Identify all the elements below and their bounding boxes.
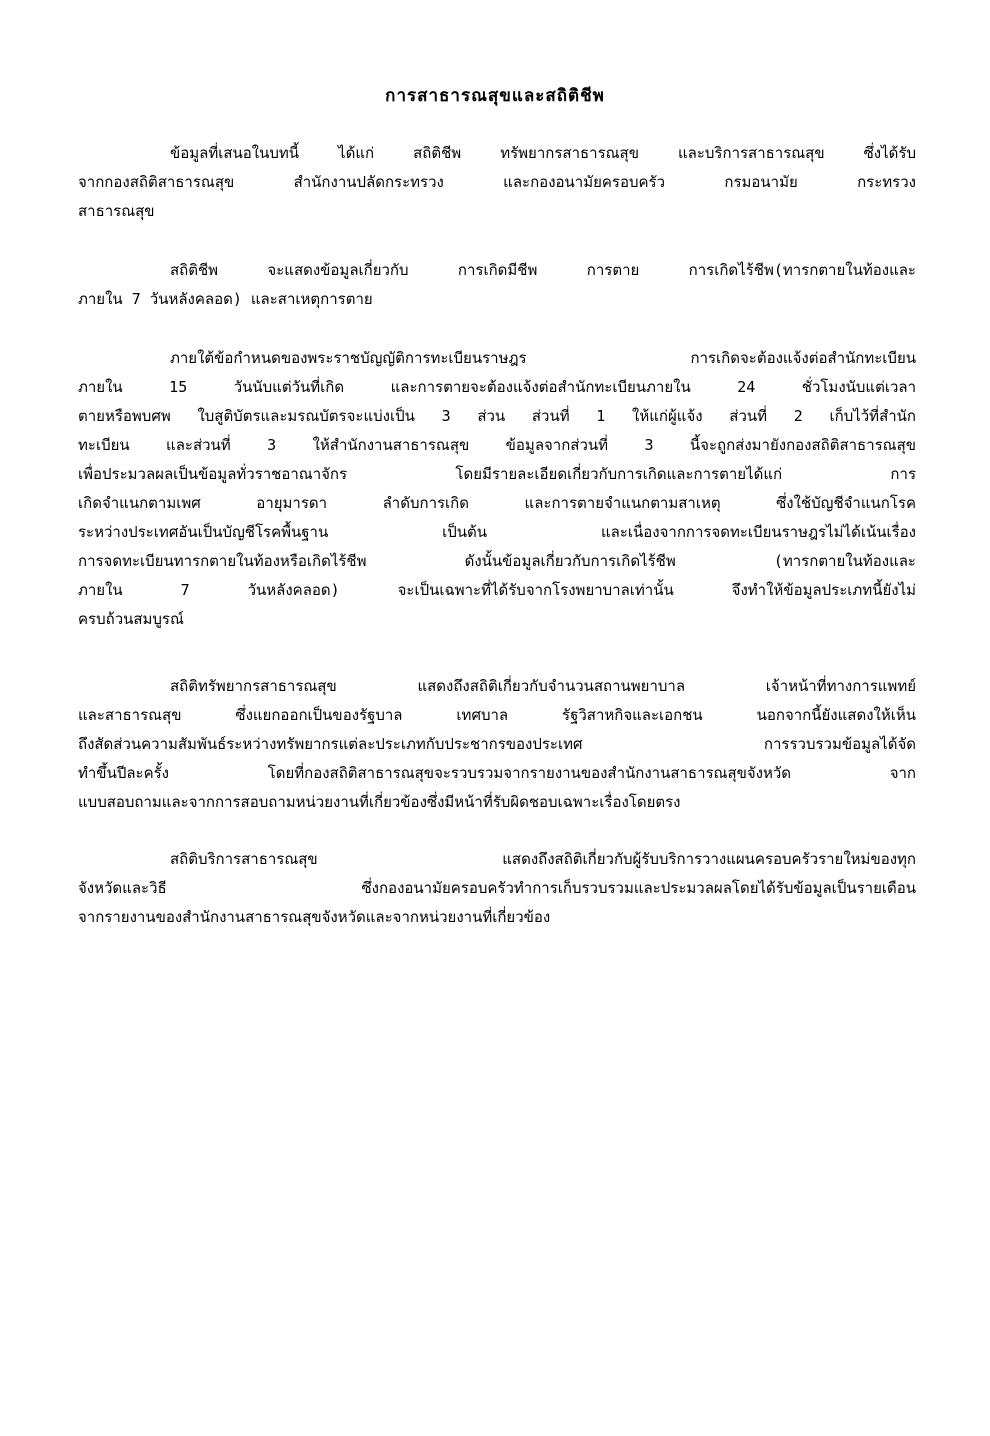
paragraph-line: สถิติชีพ จะแสดงข้อมูลเกี่ยวกับ การเกิดมีชีพ การตาย การเกิดไร้ชีพ(ทารกตายในท้องและ (170, 261, 916, 279)
paragraph-line: ถึงสัดส่วนความสัมพันธ์ระหว่างทรัพยากรแต่ละประเภทกับประชากรของประเทศ การรวบรวมข้อมูลได้จัด (78, 735, 916, 753)
paragraph-line: ภายใน 15 วันนับแต่วันที่เกิด และการตายจะต้องแจ้งต่อสำนักทะเบียนภายใน 24 ชั่วโมงนับแต่เวลา (78, 378, 916, 396)
paragraph-line: ตายหรือพบศพ ใบสูติบัตรและมรณบัตรจะแบ่งเป็น 3 ส่วน ส่วนที่ 1 ให้แก่ผู้แจ้ง ส่วนที่ 2 เก็บไว้ที่สำนัก (78, 407, 916, 425)
paragraph-line: ระหว่างประเทศอันเป็นบัญชีโรคพื้นฐาน เป็นต้น และเนื่องจากการจดทะเบียนราษฎรไม่ได้เน้นเรื่อง (78, 523, 916, 541)
paragraph-line: สถิติบริการสาธารณสุข แสดงถึงสถิติเกี่ยวกับผู้รับบริการวางแผนครอบครัวรายใหม่ของทุก (170, 850, 916, 868)
paragraph-intro (78, 139, 916, 226)
paragraph-line: เกิดจำแนกตามเพศ อายุมารดา ลำดับการเกิด และการตายจำแนกตามสาเหตุ ซึ่งใช้บัญชีจำแนกโรค (78, 494, 916, 512)
paragraph-line: และสาธารณสุข ซึ่งแยกออกเป็นของรัฐบาล เทศบาล รัฐวิสาหกิจและเอกชน นอกจากนี้ยังแสดงให้เห็น (78, 706, 916, 724)
paragraph-line: ภายใน 7 วันหลังคลอด) จะเป็นเฉพาะที่ได้รับจากโรงพยาบาลเท่านั้น จึงทำให้ข้อมูลประเภทนี้ยังไม่ (78, 581, 916, 599)
paragraph-line: การจดทะเบียนทารกตายในท้องหรือเกิดไร้ชีพ ดังนั้นข้อมูลเกี่ยวกับการเกิดไร้ชีพ (ทารกตายในท้องและ (78, 552, 916, 570)
paragraph-line: ทะเบียน และส่วนที่ 3 ให้สำนักงานสาธารณสุข ข้อมูลจากส่วนที่ 3 นี้จะถูกส่งมายังกองสถิติสาธารณสุข (78, 436, 916, 454)
paragraph-line: ภายใน 7 วันหลังคลอด) และสาเหตุการตาย (78, 290, 373, 308)
paragraph-registration-law (78, 344, 916, 634)
paragraph-vital-statistics (78, 256, 916, 314)
paragraph-line: สาธารณสุข (78, 202, 155, 220)
paragraph-line: ภายใต้ข้อกำหนดของพระราชบัญญัติการทะเบียนราษฎร การเกิดจะต้องแจ้งต่อสำนักทะเบียน (170, 349, 916, 367)
paragraph-line: จากรายงานของสำนักงานสาธารณสุขจังหวัดและจากหน่วยงานที่เกี่ยวข้อง (78, 908, 551, 926)
paragraph-line: ข้อมูลที่เสนอในบทนี้ ได้แก่ สถิติชีพ ทรัพยากรสาธารณสุข และบริการสาธารณสุข ซึ่งได้รับ (170, 144, 916, 162)
paragraph-line: ครบถ้วนสมบูรณ์ (78, 610, 184, 628)
paragraph-line: จากกองสถิติสาธารณสุข สำนักงานปลัดกระทรวง และกองอนามัยครอบครัว กรมอนามัย กระทรวง (78, 173, 916, 191)
paragraph-line: สถิติทรัพยากรสาธารณสุข แสดงถึงสถิติเกี่ยวกับจำนวนสถานพยาบาล เจ้าหน้าที่ทางการแพทย์ (170, 677, 916, 695)
paragraph-health-services (78, 845, 916, 932)
page-title: การสาธารณสุขและสถิติชีพ (385, 86, 605, 106)
paragraph-line: ทำขึ้นปีละครั้ง โดยที่กองสถิติสาธารณสุขจะรวบรวมจากรายงานของสำนักงานสาธารณสุขจังหวัด จาก (78, 764, 916, 782)
paragraph-line: แบบสอบถามและจากการสอบถามหน่วยงานที่เกี่ยวข้องซึ่งมีหน้าที่รับผิดชอบเฉพาะเรื่องโดยตรง (78, 793, 681, 811)
paragraph-line: เพื่อประมวลผลเป็นข้อมูลทั่วราชอาณาจักร โดยมีรายละเอียดเกี่ยวกับการเกิดและการตายได้แก่ การ (78, 465, 916, 483)
paragraph-health-resources (78, 672, 916, 817)
paragraph-line: จังหวัดและวิธี ซึ่งกองอนามัยครอบครัวทำการเก็บรวบรวมและประมวลผลโดยได้รับข้อมูลเป็นรายเดือน (78, 879, 916, 897)
